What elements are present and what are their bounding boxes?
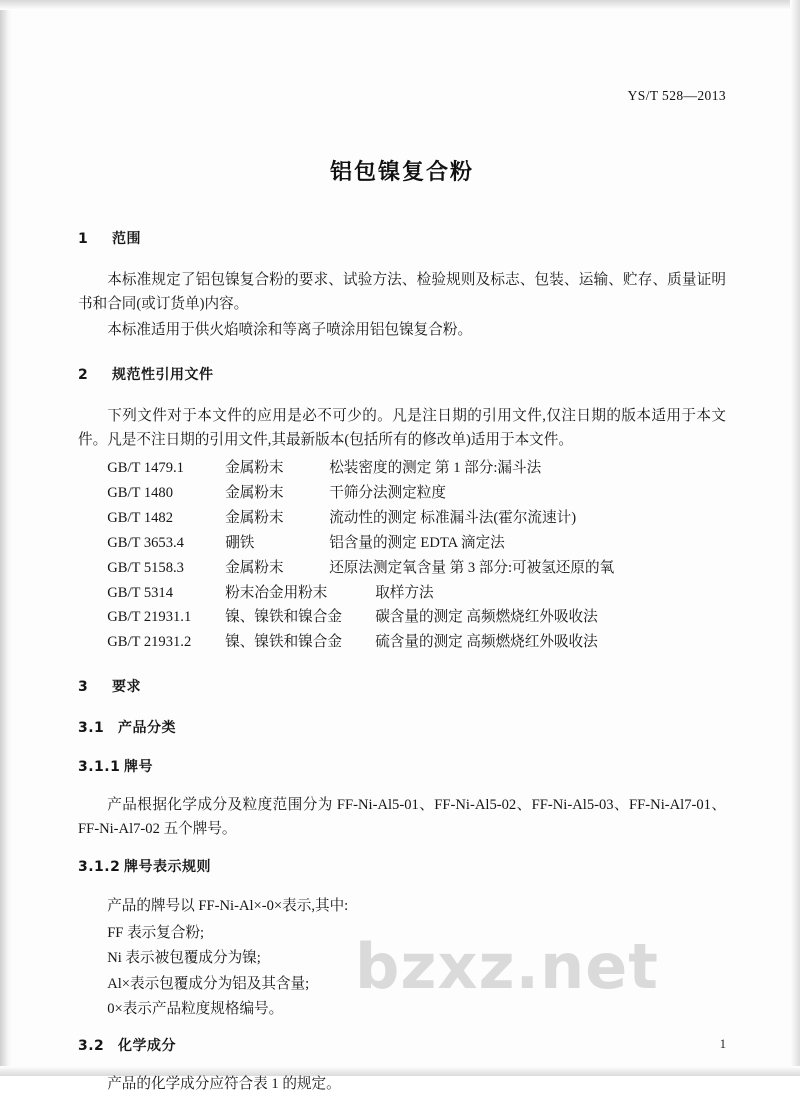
- reference-rest: 铝含量的测定 EDTA 滴定法: [329, 534, 505, 551]
- clause-1-paragraph-1: 本标准规定了铝包镍复合粉的要求、试验方法、检验规则及标志、包装、运输、贮存、质量证明书和合同(或订货单)内容。: [78, 271, 726, 312]
- clause-3-2-number: 3.2: [78, 1037, 105, 1054]
- reference-mid: 金属粉末: [225, 559, 284, 576]
- clause-3-1-number: 3.1: [78, 720, 105, 736]
- reference-rest: 碳含量的测定 高频燃烧红外吸收法: [375, 609, 598, 626]
- page-content: [78, 0, 726, 1093]
- reference-rest: 干筛分法测定粒度: [329, 484, 446, 501]
- spacer: [78, 1061, 726, 1073]
- normative-references-list: [78, 457, 726, 655]
- reference-rest: 取样方法: [375, 584, 434, 601]
- list-item: [78, 557, 726, 581]
- list-item: [78, 457, 726, 481]
- list-item: [78, 631, 726, 655]
- spacer: [78, 257, 726, 269]
- clause-2-title: 规范性引用文件: [112, 367, 214, 384]
- clause-3-1-title: 产品分类: [118, 720, 176, 736]
- reference-mid: 金属粉末: [225, 484, 284, 501]
- standard-code: YS/T 528—2013: [627, 88, 726, 103]
- clause-3-2-title: 化学成分: [118, 1037, 176, 1054]
- spacer: [78, 782, 726, 794]
- reference-rest: 硫含量的测定 高频燃烧红外吸收法: [375, 634, 598, 651]
- heading-clause-3-1: [78, 717, 726, 740]
- list-item: FF 表示复合粉;: [107, 924, 205, 941]
- reference-code: GB/T 1482: [107, 509, 174, 526]
- reference-mid: 镍、镍铁和镍合金: [225, 634, 342, 651]
- list-item: [78, 606, 726, 630]
- spacer: [78, 344, 726, 364]
- heading-clause-3-2: [78, 1035, 726, 1058]
- clause-3-1-1-number: 3.1.1: [78, 758, 121, 775]
- reference-mid: 镍、镍铁和镍合金: [225, 609, 342, 626]
- clause-3-number: 3: [78, 679, 89, 696]
- spacer: [78, 656, 726, 676]
- designation-rule-list: [78, 921, 726, 1022]
- heading-clause-3-1-1: [78, 756, 726, 779]
- clause-3-1-1-title: 牌号: [124, 758, 153, 775]
- clause-1-title: 范围: [112, 231, 141, 247]
- heading-clause-3: [78, 676, 726, 699]
- list-item: [78, 582, 726, 606]
- list-item: [78, 532, 726, 556]
- list-item: [78, 482, 726, 506]
- reference-code: GB/T 5158.3: [107, 559, 184, 576]
- spacer: [78, 1023, 726, 1035]
- spacer: [78, 744, 726, 756]
- reference-rest: 松装密度的测定 第 1 部分:漏斗法: [329, 459, 542, 476]
- heading-clause-1: [78, 228, 726, 251]
- spacer: [78, 844, 726, 856]
- reference-code: GB/T 5314: [107, 584, 174, 601]
- reference-rest: 还原法测定氧含量 第 3 部分:可被氢还原的氧: [329, 559, 615, 576]
- clause-3-2-paragraph: 产品的化学成分应符合表 1 的规定。: [107, 1076, 341, 1093]
- clause-3-1-2-paragraph: 产品的牌号以 FF-Ni-Al×-0×表示,其中:: [107, 897, 349, 914]
- reference-mid: 粉末冶金用粉末: [225, 584, 328, 601]
- clause-3-title: 要求: [112, 679, 141, 696]
- clause-3-1-2-number: 3.1.2: [78, 859, 121, 876]
- clause-3-1-2-title: 牌号表示规则: [124, 859, 211, 876]
- watermark: bzxz.net: [355, 930, 659, 1003]
- reference-code: GB/T 21931.1: [107, 609, 192, 626]
- document-body: [78, 228, 726, 1097]
- reference-code: GB/T 21931.2: [107, 634, 192, 651]
- reference-code: GB/T 3653.4: [107, 534, 184, 551]
- clause-1-number: 1: [78, 231, 89, 247]
- reference-code: GB/T 1480: [107, 484, 174, 501]
- list-item: Ni 表示被包覆成分为镍;: [107, 950, 261, 967]
- document-title: 铝包镍复合粉: [329, 160, 474, 185]
- reference-mid: 金属粉末: [225, 459, 284, 476]
- reference-mid: 硼铁: [225, 534, 255, 551]
- heading-clause-3-1-2: [78, 856, 726, 879]
- page-edge-shadow-right: [790, 0, 800, 1076]
- clause-1-paragraph-2: 本标准适用于供火焰喷涂和等离子喷涂用铝包镍复合粉。: [107, 321, 473, 338]
- spacer: [78, 883, 726, 895]
- reference-rest: 流动性的测定 标准漏斗法(霍尔流速计): [329, 509, 577, 526]
- reference-code: GB/T 1479.1: [107, 459, 184, 476]
- clause-3-1-1-paragraph: 产品根据化学成分及粒度范围分为 FF-Ni-Al5-01、FF-Ni-Al5-02、FF-Ni-Al5-03、FF-Ni-Al7-01、FF-Ni-Al7-02 五个牌号。: [78, 797, 726, 838]
- list-item: Al×表示包覆成分为铝及其含量;: [107, 975, 310, 992]
- list-item: [78, 507, 726, 531]
- clause-2-number: 2: [78, 367, 89, 384]
- page-edge-shadow-left: [0, 0, 14, 1076]
- page-number: 1: [719, 1037, 726, 1051]
- list-item: 0×表示产品粒度规格编号。: [107, 1001, 284, 1018]
- spacer: [78, 705, 726, 717]
- clause-2-paragraph-1: 下列文件对于本文件的应用是必不可少的。凡是注日期的引用文件,仅注日期的版本适用于本文件。凡是不注日期的引用文件,其最新版本(包括所有的修改单)适用于本文件。: [78, 408, 726, 449]
- reference-mid: 金属粉末: [225, 509, 284, 526]
- heading-clause-2: [78, 364, 726, 387]
- spacer: [78, 393, 726, 405]
